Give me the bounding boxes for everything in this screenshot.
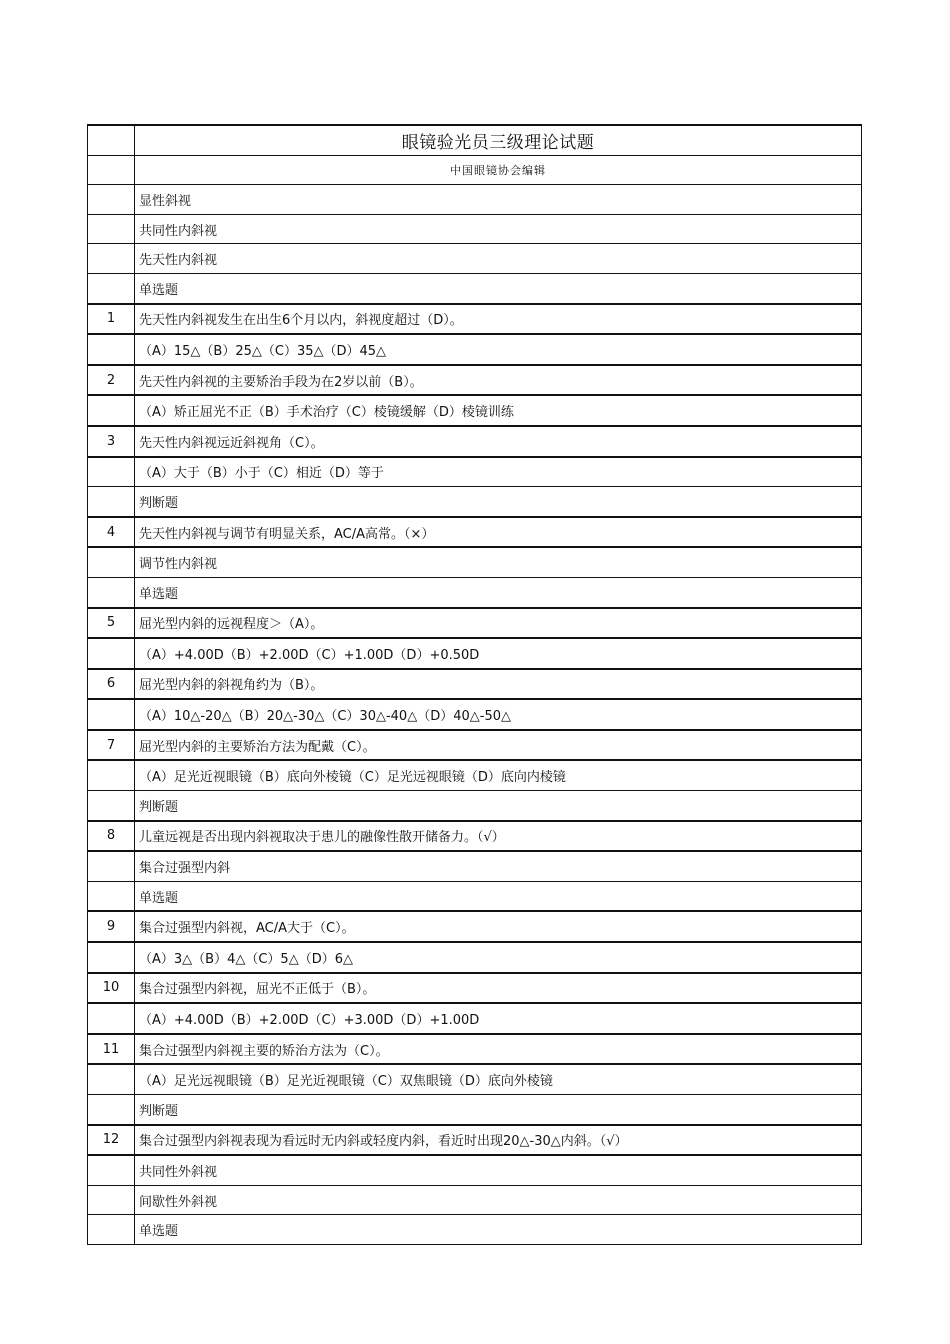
- question-row: [88, 1034, 862, 1065]
- row-text-cell: 集合过强型内斜视，AC/A大于（C）。: [135, 911, 862, 942]
- row-text-cell: 屈光型内斜的远视程度＞（A）。: [135, 608, 862, 639]
- content-row: [88, 760, 862, 790]
- row-number-cell: [88, 699, 135, 730]
- title-row-number-cell: [88, 125, 135, 155]
- row-text-cell: 单选题: [135, 273, 862, 303]
- row-text-cell: 共同性外斜视: [135, 1155, 862, 1185]
- content-row: [88, 395, 862, 426]
- row-number-cell: [88, 760, 135, 790]
- question-row: [88, 304, 862, 335]
- row-number-cell: [88, 1003, 135, 1034]
- row-number-cell: 10: [88, 973, 135, 1004]
- row-number-cell: 6: [88, 669, 135, 700]
- row-number-cell: [88, 1095, 135, 1125]
- row-number-cell: 12: [88, 1125, 135, 1156]
- row-text-cell: （A）足光远视眼镜（B）足光近视眼镜（C）双焦眼镜（D）底向外棱镜: [135, 1064, 862, 1094]
- question-row: [88, 1125, 862, 1156]
- row-text-cell: 集合过强型内斜: [135, 851, 862, 881]
- row-number-cell: [88, 487, 135, 517]
- content-row: [88, 699, 862, 730]
- content-row: [88, 457, 862, 487]
- row-number-cell: [88, 1185, 135, 1215]
- row-number-cell: [88, 1215, 135, 1245]
- content-row: [88, 547, 862, 577]
- row-text-cell: （A）3△（B）4△（C）5△（D）6△: [135, 942, 862, 973]
- content-row: [88, 1215, 862, 1245]
- row-number-cell: [88, 942, 135, 973]
- question-row: [88, 669, 862, 700]
- document-subtitle: 中国眼镜协会编辑: [135, 155, 862, 185]
- subtitle-row-number-cell: [88, 155, 135, 185]
- exam-sheet-table: [87, 124, 862, 1245]
- row-text-cell: 集合过强型内斜视主要的矫治方法为（C）。: [135, 1034, 862, 1065]
- content-row: [88, 851, 862, 881]
- row-number-cell: 7: [88, 730, 135, 761]
- row-text-cell: （A）矫正屈光不正（B）手术治疗（C）棱镜缓解（D）棱镜训练: [135, 395, 862, 426]
- row-text-cell: （A）+4.00D（B）+2.00D（C）+1.00D（D）+0.50D: [135, 638, 862, 669]
- row-number-cell: [88, 638, 135, 669]
- content-row: [88, 185, 862, 215]
- row-text-cell: 单选题: [135, 881, 862, 911]
- question-row: [88, 365, 862, 396]
- row-text-cell: 单选题: [135, 577, 862, 607]
- question-row: [88, 730, 862, 761]
- row-text-cell: 先天性内斜视: [135, 244, 862, 274]
- exam-sheet-body: [88, 125, 862, 1244]
- row-text-cell: 共同性内斜视: [135, 214, 862, 244]
- row-text-cell: 屈光型内斜的主要矫治方法为配戴（C）。: [135, 730, 862, 761]
- row-text-cell: 先天性内斜视与调节有明显关系，AC/A高常。（×）: [135, 517, 862, 548]
- row-text-cell: 先天性内斜视发生在出生6个月以内，斜视度超过（D）。: [135, 304, 862, 335]
- content-row: [88, 791, 862, 821]
- row-text-cell: 集合过强型内斜视，屈光不正低于（B）。: [135, 973, 862, 1004]
- row-number-cell: [88, 334, 135, 365]
- content-row: [88, 487, 862, 517]
- subtitle-row: [88, 155, 862, 185]
- content-row: [88, 638, 862, 669]
- row-text-cell: 先天性内斜视远近斜视角（C）。: [135, 426, 862, 457]
- row-number-cell: 9: [88, 911, 135, 942]
- document-title: 眼镜验光员三级理论试题: [135, 125, 862, 155]
- content-row: [88, 942, 862, 973]
- row-number-cell: 2: [88, 365, 135, 396]
- row-number-cell: [88, 547, 135, 577]
- row-text-cell: （A）足光近视眼镜（B）底向外棱镜（C）足光远视眼镜（D）底向内棱镜: [135, 760, 862, 790]
- content-row: [88, 273, 862, 303]
- row-text-cell: 间歇性外斜视: [135, 1185, 862, 1215]
- row-text-cell: 儿童远视是否出现内斜视取决于患儿的融像性散开储备力。（√）: [135, 821, 862, 852]
- row-text-cell: 先天性内斜视的主要矫治手段为在2岁以前（B）。: [135, 365, 862, 396]
- row-number-cell: [88, 244, 135, 274]
- question-row: [88, 426, 862, 457]
- row-text-cell: 单选题: [135, 1215, 862, 1245]
- row-number-cell: 11: [88, 1034, 135, 1065]
- question-row: [88, 608, 862, 639]
- question-row: [88, 911, 862, 942]
- content-row: [88, 1095, 862, 1125]
- row-number-cell: [88, 577, 135, 607]
- row-number-cell: 5: [88, 608, 135, 639]
- row-text-cell: 显性斜视: [135, 185, 862, 215]
- row-number-cell: 8: [88, 821, 135, 852]
- row-number-cell: [88, 1064, 135, 1094]
- row-text-cell: （A）15△（B）25△（C）35△（D）45△: [135, 334, 862, 365]
- row-text-cell: （A）+4.00D（B）+2.00D（C）+3.00D（D）+1.00D: [135, 1003, 862, 1034]
- row-number-cell: [88, 395, 135, 426]
- row-text-cell: （A）10△-20△（B）20△-30△（C）30△-40△（D）40△-50△: [135, 699, 862, 730]
- row-number-cell: [88, 851, 135, 881]
- row-number-cell: 3: [88, 426, 135, 457]
- content-row: [88, 577, 862, 607]
- question-row: [88, 973, 862, 1004]
- row-number-cell: [88, 214, 135, 244]
- row-number-cell: [88, 791, 135, 821]
- content-row: [88, 1064, 862, 1094]
- row-number-cell: [88, 273, 135, 303]
- content-row: [88, 1003, 862, 1034]
- question-row: [88, 517, 862, 548]
- row-text-cell: 集合过强型内斜视表现为看远时无内斜或轻度内斜，看近时出现20△-30△内斜。（√）: [135, 1125, 862, 1156]
- row-number-cell: [88, 881, 135, 911]
- row-number-cell: [88, 185, 135, 215]
- row-number-cell: 4: [88, 517, 135, 548]
- content-row: [88, 334, 862, 365]
- row-text-cell: 判断题: [135, 1095, 862, 1125]
- title-row: [88, 125, 862, 155]
- row-text-cell: 判断题: [135, 791, 862, 821]
- row-text-cell: 屈光型内斜的斜视角约为（B）。: [135, 669, 862, 700]
- question-row: [88, 821, 862, 852]
- content-row: [88, 881, 862, 911]
- row-number-cell: 1: [88, 304, 135, 335]
- row-text-cell: （A）大于（B）小于（C）相近（D）等于: [135, 457, 862, 487]
- row-text-cell: 判断题: [135, 487, 862, 517]
- row-number-cell: [88, 457, 135, 487]
- content-row: [88, 1155, 862, 1185]
- content-row: [88, 1185, 862, 1215]
- row-number-cell: [88, 1155, 135, 1185]
- row-text-cell: 调节性内斜视: [135, 547, 862, 577]
- content-row: [88, 214, 862, 244]
- content-row: [88, 244, 862, 274]
